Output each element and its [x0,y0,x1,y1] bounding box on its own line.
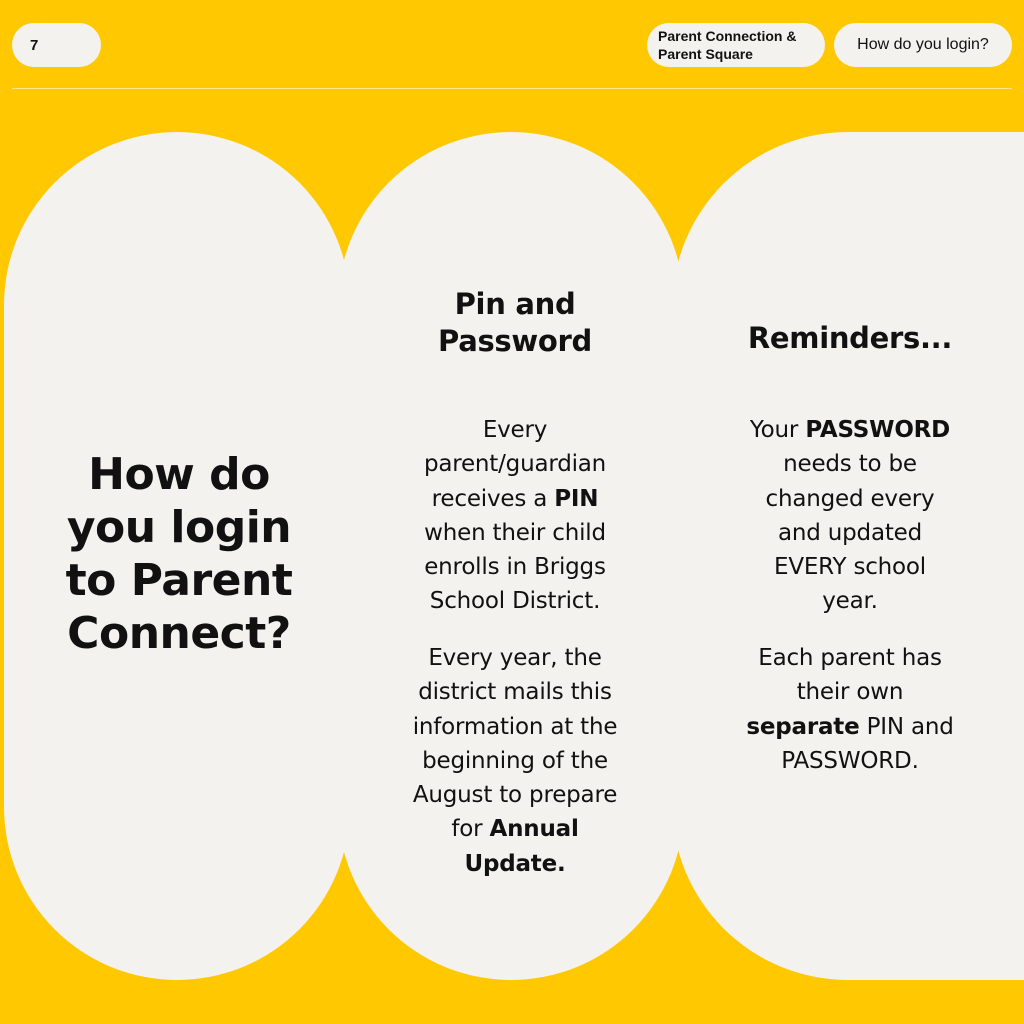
text-line: their own [796,679,904,706]
section-tab[interactable] [647,23,825,67]
text-line: Every year, the [428,645,602,671]
text-line: Each parent has [758,645,942,671]
text-line: year. [822,588,878,615]
title-line: Connect? [67,608,291,659]
mailing-paragraph [370,641,660,881]
text-line: parent/guardian [423,451,607,478]
panel-right-edge [1010,132,1024,980]
text-line [700,413,1000,447]
update-emphasis: Update. [464,850,566,877]
text-line: EVERY school [773,554,926,581]
pin-password-heading [370,286,660,360]
annual-emphasis: Annual [489,816,579,843]
section-label-line1: Parent Connection & [658,28,797,44]
text-line: PASSWORD. [781,747,919,774]
heading-line: Password [438,324,592,358]
text-segment: receives a [431,485,555,512]
reminders-heading: Reminders... [747,321,953,355]
page-number-badge [12,23,101,67]
title-line: to Parent [65,555,293,606]
text-line: enrolls in Briggs [424,554,606,581]
text-line [370,847,660,881]
text-line: August to prepare [412,782,618,809]
text-line: beginning of the [422,747,608,774]
text-line: district mails this [418,679,612,706]
header-divider [12,88,1012,89]
separate-pin-paragraph [700,641,1000,778]
heading-line: Pin and [454,287,576,321]
section-label-line2: Parent Square [658,46,753,62]
text-line: changed every [765,485,935,512]
title-line: How do [88,449,270,500]
pin-paragraph [370,413,660,619]
text-segment: PIN and [859,713,954,740]
text-segment: for [451,816,490,843]
password-emphasis: PASSWORD [805,417,951,443]
topic-label: How do you login? [857,36,989,53]
title-line: you login [66,502,292,553]
text-line: when their child [424,519,606,546]
page-title [18,448,340,660]
topic-tab[interactable] [834,23,1012,67]
text-segment: Your [749,417,806,443]
pin-emphasis: PIN [554,485,599,512]
text-line [700,710,1000,744]
text-line [370,812,660,846]
text-line [370,482,660,516]
text-line: information at the [412,713,618,740]
text-line: Every [482,417,548,443]
password-reminder-paragraph [700,413,1000,619]
section-label [658,27,796,63]
text-line: School District. [429,588,601,615]
text-line: and updated [777,519,923,546]
separate-emphasis: separate [746,713,860,740]
page-number: 7 [30,36,39,54]
text-line: needs to be [783,451,917,478]
